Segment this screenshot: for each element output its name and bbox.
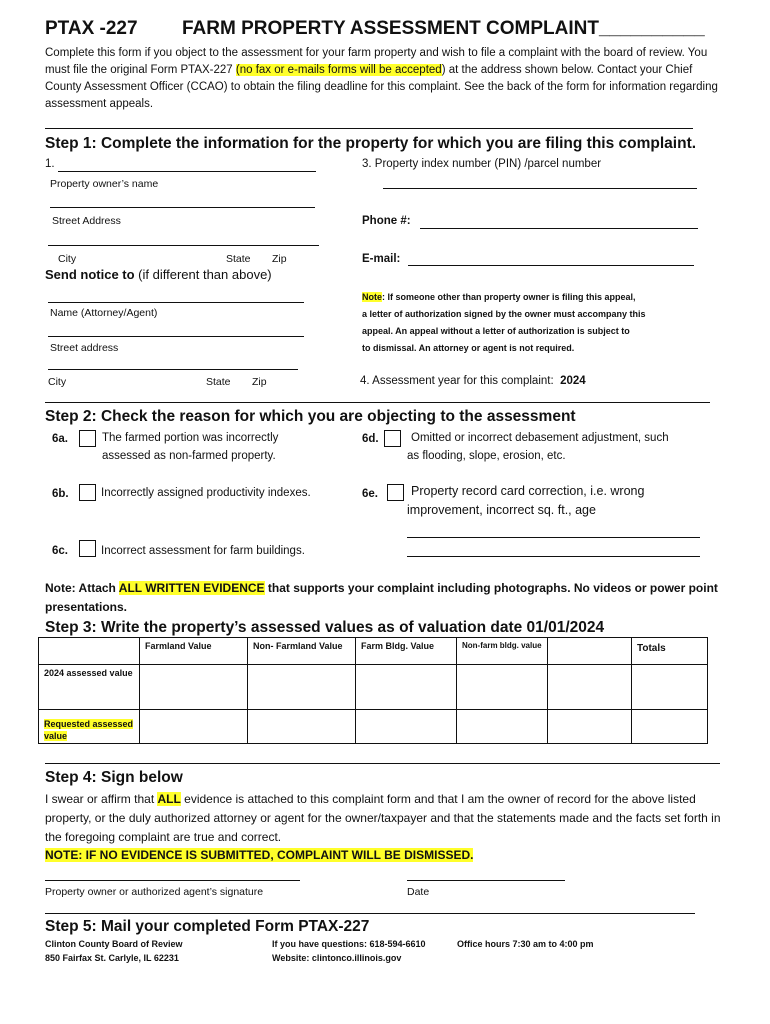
section-divider	[45, 402, 710, 403]
dismissal-warning-text: NOTE: IF NO EVIDENCE IS SUBMITTED, COMPLAINT WILL BE DISMISSED.	[45, 848, 474, 862]
assessment-year	[360, 373, 586, 390]
assessed-values-table	[38, 637, 708, 744]
intro-text-1: Complete this form if you object to the assessment for your farm property and wish to file a complaint with the board of review. You must file the original Form PTAX-227	[45, 47, 708, 76]
option-6c-code: 6c.	[52, 545, 68, 557]
option-6d-checkbox[interactable]	[384, 430, 401, 447]
email-field[interactable]	[408, 265, 694, 266]
attorney-street-field[interactable]	[48, 336, 304, 337]
assessed-blank-cell[interactable]	[548, 665, 632, 710]
attorney-street-label: Street address	[50, 342, 119, 354]
assessed-nonfarmbldg-cell[interactable]	[457, 665, 548, 710]
evidence-note-highlight: ALL WRITTEN EVIDENCE	[118, 581, 265, 595]
option-6a-line1: The farmed portion was incorrectly	[102, 432, 279, 444]
option-6b-line1: Incorrectly assigned productivity indexes.	[101, 487, 311, 499]
attorney-name-label: Name (Attorney/Agent)	[50, 307, 158, 319]
date-label: Date	[407, 886, 430, 898]
attorney-city-field[interactable]	[48, 369, 298, 370]
phone-label: Phone #:	[362, 215, 411, 227]
email-label: E-mail:	[362, 253, 401, 265]
step3-heading: Step 3: Write the property’s assessed values as of valuation date 01/01/2024	[45, 619, 605, 636]
board-address: 850 Fairfax St. Carlyle, IL 62231	[45, 953, 179, 963]
option-6c-checkbox[interactable]	[79, 540, 96, 557]
option-6d-line1: Omitted or incorrect debasement adjustment, such	[411, 432, 669, 444]
requested-farmland-cell[interactable]	[140, 710, 248, 744]
city-state-zip-field[interactable]	[48, 245, 319, 246]
assessed-totals-cell[interactable]	[632, 665, 708, 710]
option-6b-checkbox[interactable]	[79, 484, 96, 501]
assessed-nonfarmland-cell[interactable]	[248, 665, 356, 710]
requested-nonfarmland-cell[interactable]	[248, 710, 356, 744]
assessment-year-value: 2024	[560, 375, 586, 387]
send-notice-rest: (if different than above)	[134, 267, 272, 282]
option-6e-field-line1[interactable]	[407, 537, 700, 538]
signature-label: Property owner or authorized agent’s signature	[45, 886, 264, 898]
item1-label: 1.	[45, 158, 55, 170]
owner-name-label: Property owner’s name	[50, 178, 159, 190]
step1-heading: Step 1: Complete the information for the property for which you are filing this complaint.	[45, 135, 697, 152]
col-totals: Totals	[632, 638, 708, 665]
assessed-farmland-cell[interactable]	[140, 665, 248, 710]
affirmation-pre: I swear or affirm that	[45, 792, 158, 806]
page-title-text: FARM PROPERTY ASSESSMENT COMPLAINT	[182, 18, 599, 39]
step5-heading: Step 5: Mail your completed Form PTAX-227	[45, 918, 370, 935]
row-requested-text: Requested assessed value	[44, 719, 134, 741]
city2-label: City	[48, 376, 67, 388]
requested-farmbldg-cell[interactable]	[356, 710, 457, 744]
date-field[interactable]	[407, 880, 565, 881]
evidence-note-post: that supports your complaint including photographs. No videos or power point presentations.	[45, 581, 718, 614]
option-6d-code: 6d.	[362, 433, 379, 445]
option-6e-line2: improvement, incorrect sq. ft., age	[407, 503, 596, 517]
city-label: City	[58, 253, 77, 265]
evidence-note	[45, 579, 725, 617]
option-6d-line2: as flooding, slope, erosion, etc.	[407, 450, 566, 462]
zip-label: Zip	[272, 253, 287, 265]
phone-field[interactable]	[420, 228, 698, 229]
pin-label: 3. Property index number (PIN) /parcel number	[362, 158, 602, 170]
assessment-year-label: 4. Assessment year for this complaint:	[360, 375, 554, 387]
website: Website: clintonco.illinois.gov	[272, 953, 402, 963]
send-notice-bold: Send notice to	[45, 267, 135, 282]
col-blank	[548, 638, 632, 665]
affirmation-highlight: ALL	[157, 792, 181, 806]
owner-name-field[interactable]	[58, 171, 316, 172]
zip2-label: Zip	[252, 376, 267, 388]
pin-field[interactable]	[383, 188, 697, 189]
table-corner-cell	[39, 638, 140, 665]
requested-blank-cell[interactable]	[548, 710, 632, 744]
row-requested-label	[39, 710, 140, 744]
affirmation-text	[45, 790, 725, 847]
option-6a-line2: assessed as non-farmed property.	[102, 450, 276, 462]
note-line4: to dismissal. An attorney or agent is not required.	[362, 343, 575, 353]
col-nonfarmbldg: Non-farm bldg. value	[457, 638, 548, 665]
page-title-underscores: __________	[598, 18, 705, 39]
send-notice-heading	[45, 267, 272, 282]
office-hours: Office hours 7:30 am to 4:00 pm	[457, 939, 594, 949]
step2-heading: Step 2: Check the reason for which you are objecting to the assessment	[45, 408, 576, 425]
assessed-farmbldg-cell[interactable]	[356, 665, 457, 710]
option-6c-line1: Incorrect assessment for farm buildings.	[101, 545, 305, 557]
option-6a-code: 6a.	[52, 433, 68, 445]
note-line2: a letter of authorization signed by the owner must accompany this	[362, 309, 646, 319]
option-6e-code: 6e.	[362, 488, 378, 500]
intro-paragraph	[45, 45, 725, 113]
board-name: Clinton County Board of Review	[45, 939, 183, 949]
col-farmland: Farmland Value	[140, 638, 248, 665]
page-title	[182, 18, 705, 40]
state-label: State	[226, 253, 251, 265]
dismissal-warning	[45, 848, 473, 862]
option-6b-code: 6b.	[52, 488, 69, 500]
signature-field[interactable]	[45, 880, 300, 881]
requested-nonfarmbldg-cell[interactable]	[457, 710, 548, 744]
attorney-name-field[interactable]	[48, 302, 304, 303]
note-line3: appeal. An appeal without a letter of authorization is subject to	[362, 326, 630, 336]
note-label: Note	[362, 292, 382, 302]
requested-totals-cell[interactable]	[632, 710, 708, 744]
col-farmbldg: Farm Bldg. Value	[356, 638, 457, 665]
step4-heading: Step 4: Sign below	[45, 769, 183, 786]
street-address-label: Street Address	[52, 215, 121, 227]
intro-text-2: ) at the address shown below. Contact your Chief County Assessment Officer (CCAO) to obtain the filing deadline for this complaint. See the back of the form for information regarding assessment appeals.	[45, 64, 718, 110]
form-number: PTAX -227	[45, 18, 138, 39]
option-6e-line1: Property record card correction, i.e. wrong	[411, 484, 645, 498]
option-6a-checkbox[interactable]	[79, 430, 96, 447]
section-divider	[45, 763, 720, 764]
intro-highlight: (no fax or e-mails forms will be accepted	[235, 64, 442, 76]
evidence-note-pre: Note: Attach	[45, 581, 119, 595]
note-line1: : If someone other than property owner is filing this appeal,	[382, 292, 636, 302]
col-nonfarmland: Non- Farmland Value	[248, 638, 356, 665]
authorization-note	[362, 292, 636, 302]
section-divider	[45, 128, 693, 129]
affirmation-post: evidence is attached to this complaint form and that I am the owner of record for the above listed property, or the duly authorized attorney or agent for the owner/taxpayer and that the statements made and the facts set forth in the foregoing complaint are true and correct.	[45, 792, 721, 844]
section-divider	[45, 913, 695, 914]
street-address-field[interactable]	[50, 207, 315, 208]
option-6e-checkbox[interactable]	[387, 484, 404, 501]
option-6e-field-line2[interactable]	[407, 556, 700, 557]
row-assessed-label: 2024 assessed value	[39, 665, 140, 710]
state2-label: State	[206, 376, 231, 388]
questions-phone: If you have questions: 618-594-6610	[272, 939, 426, 949]
